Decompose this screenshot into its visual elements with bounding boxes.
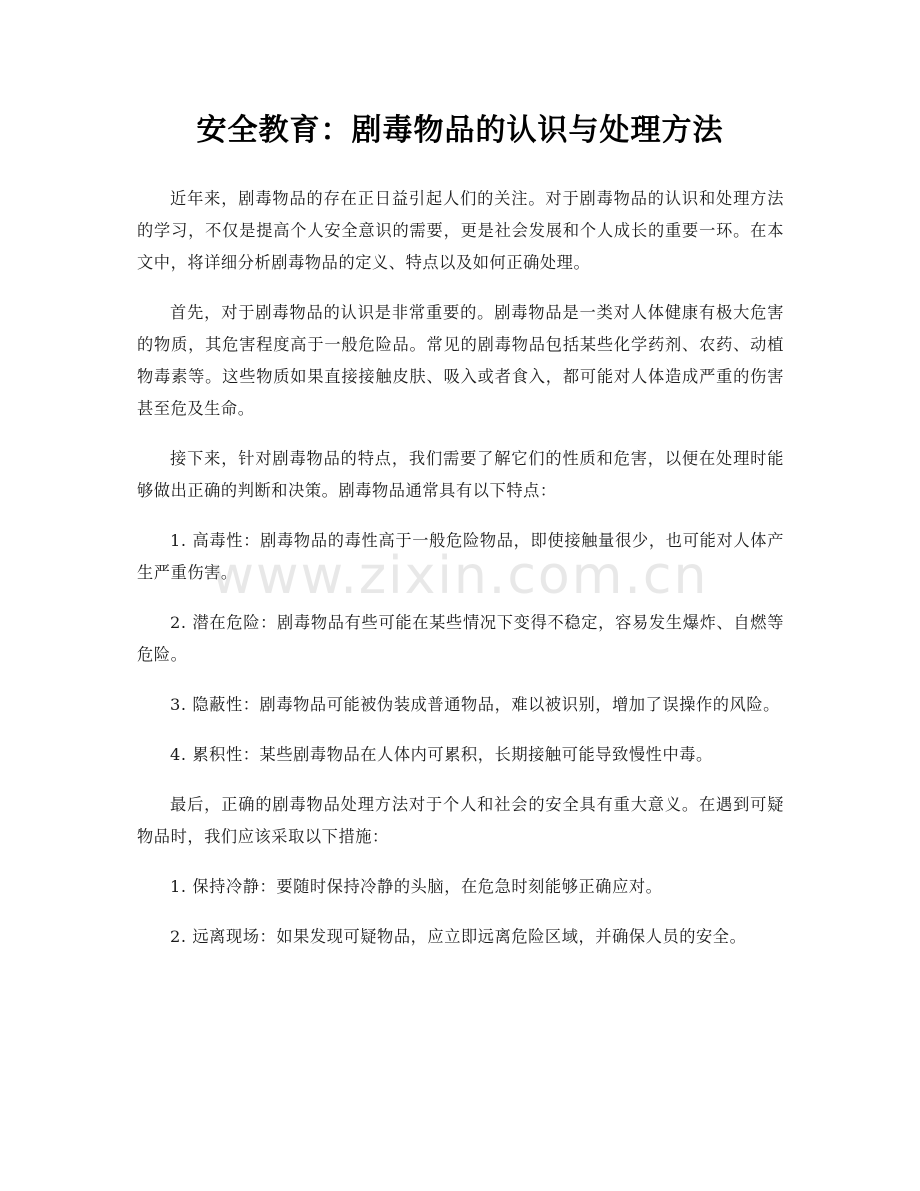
paragraph-intro: 近年来，剧毒物品的存在正日益引起人们的关注。对于剧毒物品的认识和处理方法的学习，不仅是提高个人安全意识的需要，更是社会发展和个人成长的重要一环。在本文中，将详细分析剧毒物品的定义、特点以及如何正确处理。 (137, 189, 784, 272)
watermark: www.zixin.com.cn (211, 546, 709, 606)
document-title: 安全教育：剧毒物品的认识与处理方法 (196, 113, 724, 148)
list-item-high-toxicity: 1. 高毒性：剧毒物品的毒性高于一般危险物品，即使接触量很少，也可能对人体产生严重伤害。 (137, 531, 784, 582)
list-item-accumulation: 4. 累积性：某些剧毒物品在人体内可累积，长期接触可能导致慢性中毒。 (170, 745, 713, 764)
list-item-leave-scene: 2. 远离现场：如果发现可疑物品，应立即远离危险区域，并确保人员的安全。 (170, 927, 747, 946)
list-item-concealment: 3. 隐蔽性：剧毒物品可能被伪装成普通物品，难以被识别，增加了误操作的风险。 (170, 695, 780, 714)
list-item-stay-calm: 1. 保持冷静：要随时保持冷静的头脑，在危急时刻能够正确应对。 (170, 877, 663, 896)
document-body (137, 183, 784, 971)
paragraph-characteristics-intro: 接下来，针对剧毒物品的特点，我们需要了解它们的性质和危害，以便在处理时能够做出正确的判断和决策。剧毒物品通常具有以下特点： (137, 449, 784, 500)
paragraph-handling-intro: 最后，正确的剧毒物品处理方法对于个人和社会的安全具有重大意义。在遇到可疑物品时，我们应该采取以下措施： (137, 795, 784, 846)
list-item-potential-danger: 2. 潜在危险：剧毒物品有些可能在某些情况下变得不稳定，容易发生爆炸、自燃等危险。 (137, 613, 784, 664)
paragraph-definition: 首先，对于剧毒物品的认识是非常重要的。剧毒物品是一类对人体健康有极大危害的物质，其危害程度高于一般危险品。常见的剧毒物品包括某些化学药剂、农药、动植物毒素等。这些物质如果直接接触皮肤、吸入或者食入，都可能对人体造成严重的伤害甚至危及生命。 (137, 303, 784, 418)
